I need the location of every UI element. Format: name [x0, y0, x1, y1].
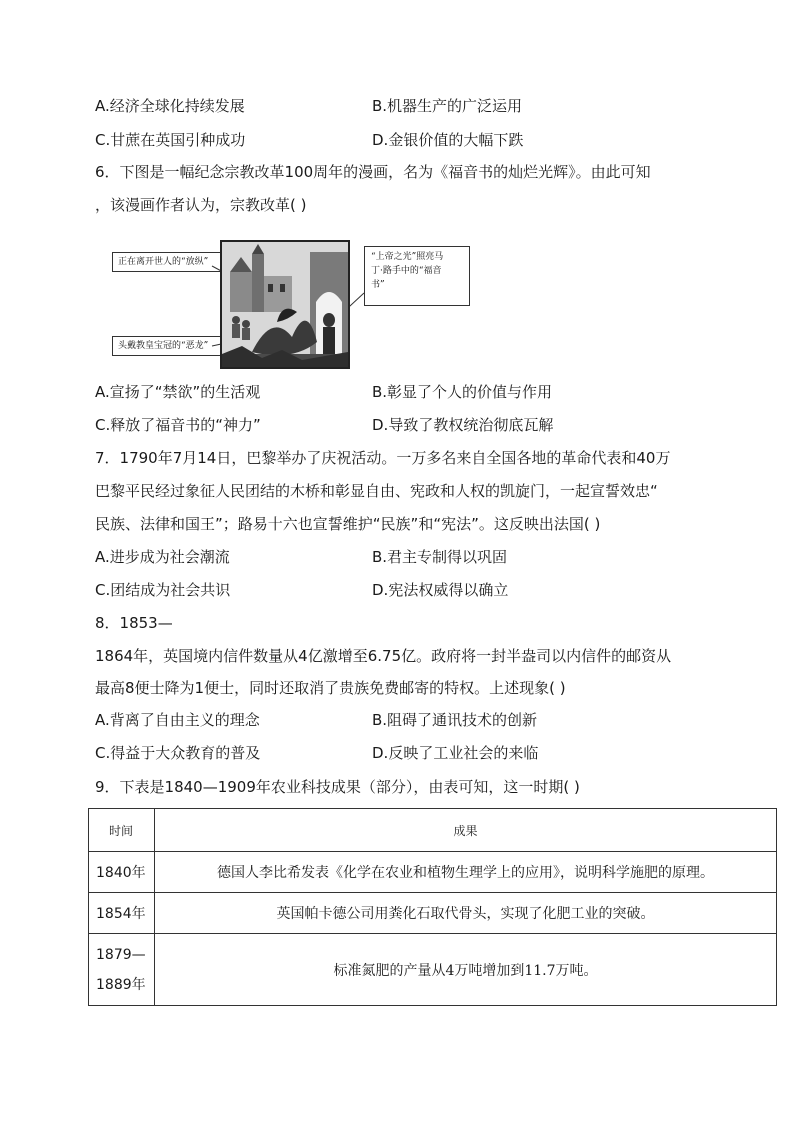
q8-option-c: C.得益于大众教育的普及 — [95, 744, 261, 762]
table-header-result: 成果 — [155, 809, 777, 852]
table-header-row — [89, 809, 777, 852]
cartoon-drawing — [222, 242, 348, 367]
q7-option-a: A.进步成为社会潮流 — [95, 548, 230, 566]
q8-option-a: A.背离了自由主义的理念 — [95, 711, 260, 729]
q5-option-d: D.金银价值的大幅下跌 — [372, 131, 524, 149]
cartoon-callout-dragon: 头戴教皇宝冠的“恶龙” — [112, 336, 224, 356]
q8-option-b: B.阻碍了通讯技术的创新 — [372, 711, 538, 729]
q6-option-c: C.释放了福音书的“神力” — [95, 416, 261, 434]
table-cell-result: 标准氮肥的产量从4万吨增加到11.7万吨。 — [155, 934, 777, 1006]
q6-option-b: B.彰显了个人的价值与作用 — [372, 383, 553, 401]
q8-stem-line3: 最高8便士降为1便士，同时还取消了贵族免费邮寄的特权。上述现象( ) — [95, 679, 566, 697]
q7-stem-line3: 民族、法律和国王”；路易十六也宣誓维护“民族”和“宪法”。这反映出法国( ) — [95, 515, 601, 533]
q8-stem-line1: 8．1853— — [95, 614, 173, 632]
q5-option-c: C.甘蔗在英国引种成功 — [95, 131, 246, 149]
cartoon-callout-indulgence: 正在离开世人的“放纵” — [112, 252, 224, 272]
q7-option-d: D.宪法权威得以确立 — [372, 581, 509, 599]
table-cell-time: 1840年 — [89, 852, 155, 893]
table-row — [89, 934, 777, 1006]
cartoon-image — [220, 240, 350, 369]
q6-stem-line2: ，该漫画作者认为，宗教改革( ) — [95, 196, 307, 214]
table-header-time: 时间 — [89, 809, 155, 852]
table-row — [89, 852, 777, 893]
q8-option-d: D.反映了工业社会的来临 — [372, 744, 539, 762]
table-cell-result: 英国帕卡德公司用粪化石取代骨头，实现了化肥工业的突破。 — [155, 893, 777, 934]
q6-option-d: D.导致了教权统治彻底瓦解 — [372, 416, 554, 434]
q7-option-b: B.君主专制得以巩固 — [372, 548, 508, 566]
q7-option-c: C.团结成为社会共识 — [95, 581, 231, 599]
table-cell-time-line2: 1889年 — [96, 976, 146, 993]
table-cell-time: 1854年 — [89, 893, 155, 934]
q6-stem-line1: 6．下图是一幅纪念宗教改革100周年的漫画，名为《福音书的灿烂光辉》。由此可知 — [95, 163, 651, 181]
table-row — [89, 893, 777, 934]
callout-light-line1: “上帝之光”照亮马 — [371, 252, 444, 262]
q9-results-table — [88, 808, 777, 1006]
table-cell-time-line1: 1879— — [96, 946, 146, 963]
q7-stem-line1: 7．1790年7月14日，巴黎举办了庆祝活动。一万多名来自全国各地的革命代表和40万 — [95, 449, 671, 467]
q8-stem-line2: 1864年，英国境内信件数量从4亿激增至6.75亿。政府将一封半盎司以内信件的邮资从 — [95, 647, 672, 665]
callout-light-line2: 丁·路手中的“福音 — [371, 266, 442, 276]
q7-stem-line2: 巴黎平民经过象征人民团结的木桥和彰显自由、宪政和人权的凯旋门，一起宣誓效忠“ — [95, 482, 658, 500]
q6-option-a: A.宣扬了“禁欲”的生活观 — [95, 383, 261, 401]
q5-option-b: B.机器生产的广泛运用 — [372, 97, 523, 115]
q9-stem-line1: 9．下表是1840—1909年农业科技成果（部分），由表可知，这一时期( ) — [95, 778, 580, 796]
table-cell-time — [89, 934, 155, 1006]
table-cell-result: 德国人李比希发表《化学在农业和植物生理学上的应用》，说明科学施肥的原理。 — [155, 852, 777, 893]
q6-cartoon — [112, 238, 472, 368]
q5-option-a: A.经济全球化持续发展 — [95, 97, 245, 115]
callout-light-line3: 书” — [371, 280, 385, 290]
